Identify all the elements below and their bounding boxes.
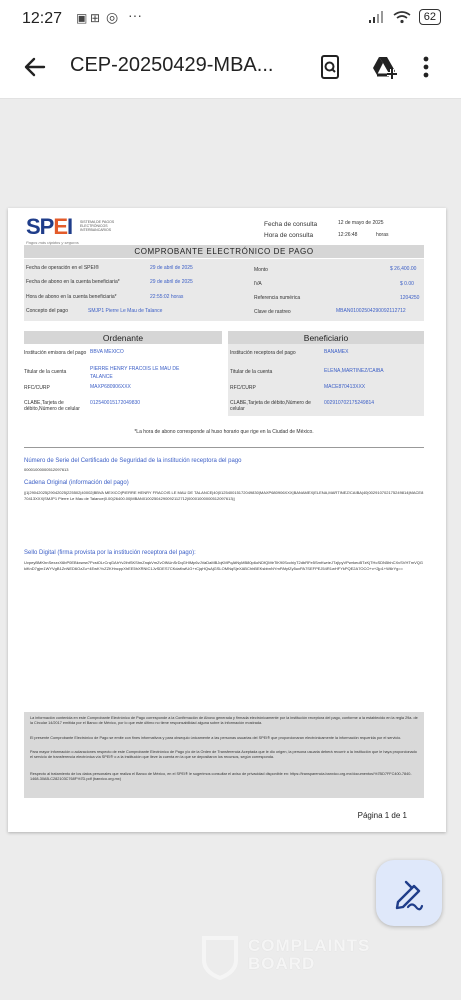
battery-level: 62 [419, 9, 441, 25]
search-in-document-icon[interactable] [316, 53, 344, 81]
status-bar [0, 0, 461, 38]
logo-slogan: Pagos más rápidos y seguros [26, 240, 79, 245]
document-title: CEP-20250429-MBA... [70, 54, 274, 76]
signal-icon [369, 11, 385, 23]
shield-logo-icon [200, 934, 240, 980]
hora-consulta-label: Hora de consulta [264, 232, 314, 239]
legal-paragraph: La información contenida en este Comprobante Electrónico de Pago corresponde a la Confirmación de Abono generada y firmada electrónicamente por la institución receptora del pago, conforme a la establecido en la regla 29a. de la Circular 14/2017 emitida por el Banco de México, por lo que este último no tiene responsabilidad alguna sobre la información mostrada. [30, 716, 418, 725]
legal-paragraph: Respecto al tratamiento de los datos personales que realiza el Banco de México, en el SPEI® le sugerimos consultar el aviso de privacidad disponible en: https://transparencia.banxico.org.mx/documentos/%7BD7FFC400-7840-1468-30AB-C282103C768F%7D.pdf (banxico.org.mx) [30, 772, 412, 781]
legal-paragraph: El presente Comprobante Electrónico de Pago se emite con fines informativos y para obsequio únicamente a las personas usuarias del SPEI® que proporcionaran electrónicamente la información requerida por el servicio. [30, 736, 402, 740]
app-toolbar [0, 38, 461, 99]
notification-icon: ▣ [76, 11, 88, 25]
status-time: 12:27 [22, 10, 63, 27]
legal-notice-box [24, 712, 424, 798]
cadena-title: Cadena Original (información del pago) [24, 480, 129, 486]
hora-consulta-value: 12:26:48 [338, 232, 358, 238]
sello-value: UvpeyBMKhnSexzxX6bP0EBkxwrw7PcstOLrCrqGAhYv2ihtSKShnZnqkVmZvOlNUnSrDqGHIMp6vJVaDaMBJqKMPqAtNyMB80p6oNDfQMtrTiK90ScchiyT2dbRFe5SmKwrieJTzjlpyVPwrkeuBTzKjTHcSDN5hhCXvSVHTmVQGkiKnD7gjm1WYVgB1ZnNED6OzZu+4EwKYvZZKHncppXhEE5hXRNIC1JvSDES7CKdaKwfUG+rCjqHQsAjGSLOMNqSjeXABChhBEKsbbnNYmPAfyfZy5uxPA7SEFPEJ54R1wHFYkPQE2A7OCO+v+2jp1+W6rYg== [24, 560, 424, 571]
ordenante-header: Ordenante [24, 331, 222, 344]
serie-title: Número de Serie del Certificado de Seguridad de la institución receptora del pago [24, 458, 242, 464]
grid-icon: ⊞ [90, 11, 101, 25]
fecha-consulta-value: 12 de mayo de 2025 [338, 220, 384, 226]
doc-heading: COMPROBANTE ELECTRÓNICO DE PAGO [24, 245, 424, 258]
wifi-icon [393, 11, 411, 24]
edit-fab-button[interactable] [376, 860, 442, 926]
sello-title: Sello Digital (firma provista por la institución receptora del pago): [24, 550, 196, 556]
more-options-icon[interactable] [420, 53, 432, 81]
logo-caption: SISTEMA DE PAGOS ELECTRÓNICOS INTERBANCARIOS [80, 220, 115, 232]
beneficiario-header: Beneficiario [228, 331, 424, 344]
legal-paragraph: Para mayor información o aclaraciones respecto de este Comprobante Electrónico de Pago y/o de la Orden de Transferencia Aceptada que le dio origen, la persona usuaria deberá recurrir a la institución que le haya proporcionado el servicio de transferencia electrónica vía SPEI® o a la institución que lleve la cuenta en la que se depositaron los recursos, según corresponda. [30, 750, 417, 759]
hora-consulta-unit: horas [376, 232, 389, 238]
back-arrow-icon[interactable] [20, 52, 50, 82]
pen-annotate-icon [376, 860, 442, 926]
serie-value: 00001000000512097613 [24, 467, 69, 472]
fecha-consulta-label: Fecha de consulta [264, 221, 318, 228]
check-circle-icon: ◎ [106, 9, 119, 25]
more-dots-icon: ··· [128, 7, 142, 23]
cadena-value: ||1|29042025|29042025|225502|40002|BBVA MEXICO|PIERRE HENRY FRACOIS LE MAU DE TALANCE|40|012540015172049830|MAXP680906XXX|BANAMEX|ELENA,MARTINEZ/CAIBA|40|002910702175249814|MACE870413XXX|SMJP1 Pierre Le Mau de Talance|0.00|26400.00|MBAN01002504290092112712|00001000000512097613|| [24, 490, 424, 501]
status-right [369, 9, 441, 25]
save-to-drive-icon[interactable] [370, 53, 398, 81]
page-indicator: Página 1 de 1 [357, 811, 407, 820]
complaintsboard-watermark: COMPLAINTS BOARD [200, 934, 420, 984]
spei-logo: SPEI SISTEMA DE PAGOS ELECTRÓNICOS INTERBANCARIOS [26, 214, 116, 244]
divider [24, 447, 424, 448]
time-zone-note: *La hora de abono corresponde al huso horario que rige en la Ciudad de México. [134, 429, 314, 435]
